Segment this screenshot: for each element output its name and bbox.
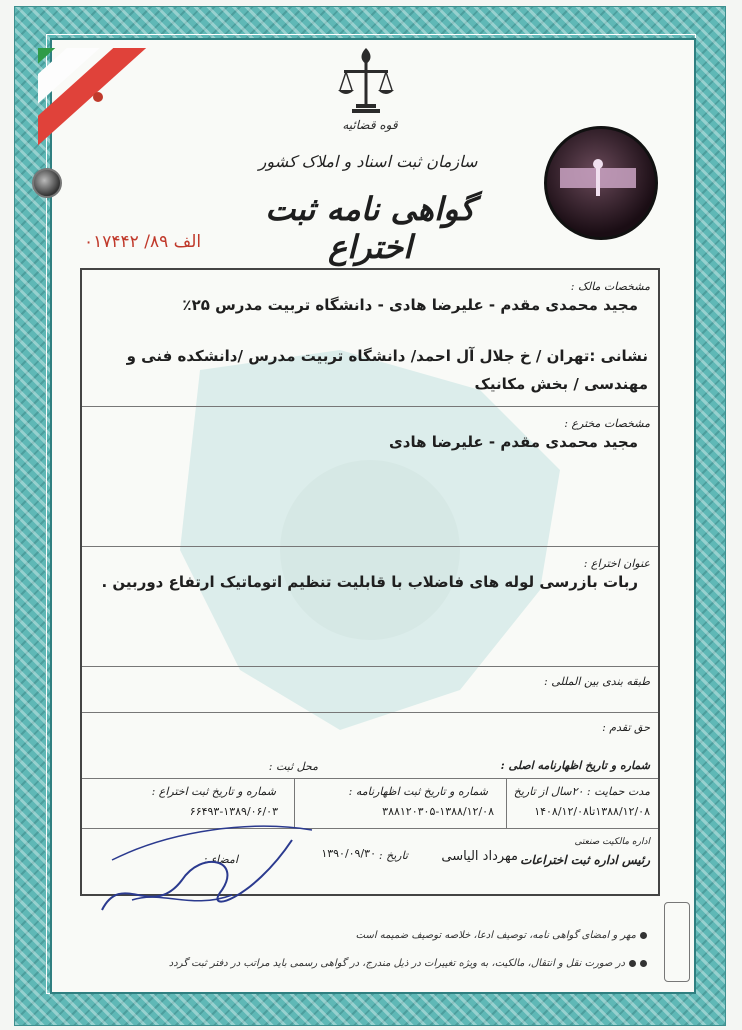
- iran-flag-ribbon: [38, 48, 248, 198]
- inventor-row: [82, 406, 658, 547]
- signature-label: امضاء :: [203, 853, 238, 866]
- application-value: ۳۸۸۱۲۰۳۰۵-۱۳۸۸/۱۲/۰۸: [382, 805, 494, 818]
- owner-row: [82, 270, 658, 406]
- rivet-icon: [32, 168, 62, 198]
- registration-label: شماره و تاریخ ثبت اختراع :: [151, 785, 276, 798]
- priority-label: حق تقدم :: [602, 721, 650, 734]
- organization-name: سازمان ثبت اسناد و املاک کشور: [258, 152, 478, 171]
- place-label: محل ثبت :: [268, 760, 318, 773]
- date-label: تاریخ :: [378, 849, 408, 862]
- note-2: در صورت نقل و انتقال، مالکیت، به ویژه تغییرات در ذیل مندرج، در گواهی رسمی باید مراتب در دفتر ثبت گردد: [169, 958, 647, 969]
- certificate-title: گواهی نامه ثبت اختراع: [265, 190, 475, 266]
- serial-number: الف ۸۹/ ۰۱۷۴۴۲: [84, 232, 202, 252]
- invention-title: ربات بازرسی لوله های فاضلاب با قابلیت تنظیم اتوماتیک ارتفاع دوربین .: [101, 573, 638, 591]
- classification-label: طبقه بندی بین المللی :: [544, 675, 650, 688]
- signature-date: ۱۳۹۰/۰۹/۳۰: [321, 847, 376, 860]
- signatory-title: رئیس اداره ثبت اختراعات: [520, 853, 650, 867]
- side-code-box: [664, 902, 690, 982]
- registration-value: ۶۶۴۹۳-۱۳۸۹/۰۶/۰۳: [189, 805, 278, 818]
- owner-label: مشخصات مالک :: [570, 280, 650, 293]
- original-declaration-label: شماره و تاریخ اظهارنامه اصلی :: [500, 759, 650, 772]
- signatory-dept: اداره مالکیت صنعتی: [574, 837, 650, 847]
- scales-of-justice-icon: [336, 44, 396, 116]
- signatory-name: مهرداد الیاسی: [441, 849, 518, 864]
- validity-value: ۱۳۸۸/۱۲/۰۸تا۱۴۰۸/۱۲/۰۸: [534, 805, 650, 818]
- invention-label: عنوان اختراع :: [583, 557, 650, 570]
- invention-row: [82, 546, 658, 667]
- owner-value: مجید محمدی مقدم - علیرضا هادی - دانشگاه تربیت مدرس ۲۵٪: [182, 296, 638, 314]
- priority-row: [82, 712, 658, 775]
- flag-emblem-icon: [93, 92, 103, 102]
- seal-scales-icon: [560, 158, 636, 198]
- inventor-value: مجید محمدی مقدم - علیرضا هادی: [389, 433, 638, 451]
- inventor-label: مشخصات مخترع :: [564, 417, 650, 430]
- validity-label: مدت حمایت : ۲۰سال از تاریخ: [513, 785, 650, 798]
- owner-address: نشانی :تهران / خ جلال آل احمد/ دانشگاه تربیت مدرس /دانشکده فنی و مهندسی / بخش مکانیک: [126, 347, 648, 393]
- application-label: شماره و تاریخ ثبت اظهارنامه :: [348, 785, 488, 798]
- note-1: مهر و امضای گواهی نامه، توصیف ادعا، خلاصه توصیف ضمیمه است: [356, 930, 647, 941]
- handwritten-signature: [92, 800, 322, 930]
- judiciary-label: قوه قضائیه: [342, 118, 398, 132]
- classification-row: [82, 666, 658, 713]
